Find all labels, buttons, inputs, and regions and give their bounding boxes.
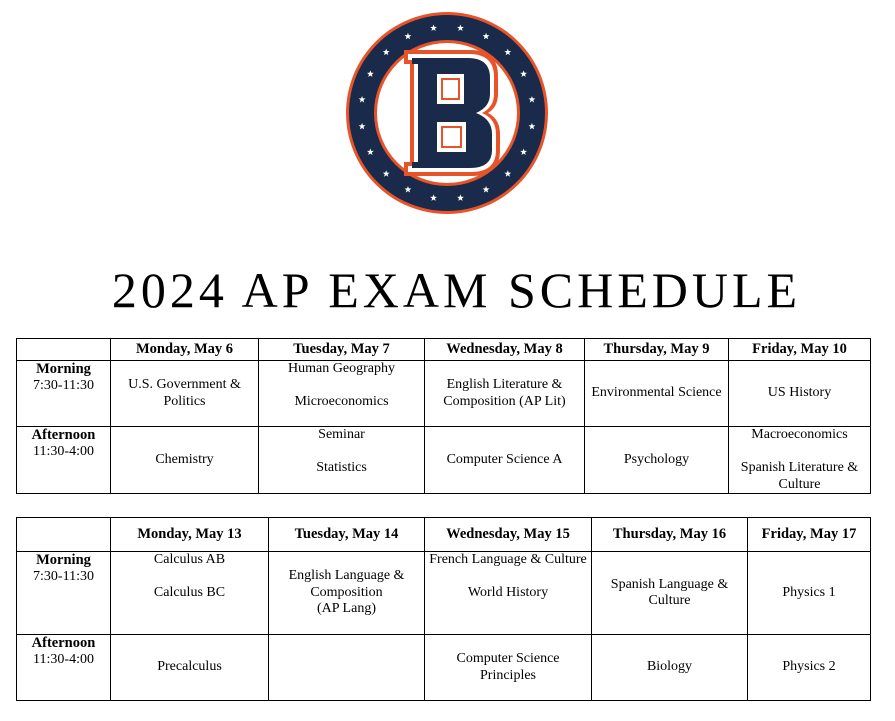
day-header: Monday, May 6 <box>111 339 259 361</box>
exam-name: Seminar <box>318 427 365 442</box>
exam-cell: Computer Science A <box>425 427 585 494</box>
exam-cell <box>259 361 425 427</box>
exam-cell: English Literature & Composition (AP Lit) <box>425 361 585 427</box>
day-header: Friday, May 17 <box>748 518 871 552</box>
exam-name: Calculus BC <box>153 585 226 600</box>
day-header: Wednesday, May 8 <box>425 339 585 361</box>
afternoon-row <box>17 427 871 494</box>
afternoon-row <box>17 635 871 701</box>
exam-cell <box>269 552 425 635</box>
day-header: Wednesday, May 15 <box>425 518 592 552</box>
exam-cell: Biology <box>592 635 748 701</box>
exam-cell: U.S. Government & Politics <box>111 361 259 427</box>
schedule-table-week1 <box>16 338 871 494</box>
morning-row <box>17 361 871 427</box>
exam-name: World History <box>467 585 549 600</box>
day-header: Thursday, May 9 <box>585 339 729 361</box>
slot-cell <box>17 635 111 701</box>
slot-time: 11:30-4:00 <box>33 443 94 459</box>
exam-cell: Chemistry <box>111 427 259 494</box>
slot-label: Afternoon <box>31 635 96 651</box>
exam-cell <box>111 552 269 635</box>
exam-name: Calculus AB <box>153 552 226 567</box>
exam-cell: Environmental Science <box>585 361 729 427</box>
day-header: Monday, May 13 <box>111 518 269 552</box>
exam-name: (AP Lang) <box>317 601 376 617</box>
day-header: Friday, May 10 <box>729 339 871 361</box>
slot-cell <box>17 427 111 494</box>
exam-name: Microeconomics <box>294 394 389 409</box>
exam-cell <box>729 427 871 494</box>
exam-cell <box>425 552 592 635</box>
slot-label: Morning <box>36 361 91 377</box>
slot-time: 7:30-11:30 <box>33 377 94 393</box>
exam-cell: Computer Science Principles <box>425 635 592 701</box>
schedule-table-week2 <box>16 517 871 701</box>
corner-cell <box>17 339 111 361</box>
exam-cell <box>259 427 425 494</box>
day-header: Tuesday, May 7 <box>259 339 425 361</box>
exam-cell <box>269 635 425 701</box>
exam-cell: US History <box>729 361 871 427</box>
school-logo <box>342 10 552 216</box>
slot-label: Morning <box>36 552 91 568</box>
exam-name: Macroeconomics <box>751 427 848 442</box>
slot-label: Afternoon <box>31 427 96 443</box>
slot-cell <box>17 361 111 427</box>
exam-cell: Psychology <box>585 427 729 494</box>
page-title: 2024 AP EXAM SCHEDULE <box>111 262 802 318</box>
day-header: Tuesday, May 14 <box>269 518 425 552</box>
exam-name: Human Geography <box>288 361 395 376</box>
exam-name: Spanish Literature & Culture <box>740 460 859 492</box>
slot-time: 7:30-11:30 <box>33 568 94 584</box>
exam-name: French Language & Culture <box>429 552 587 567</box>
header-row <box>17 339 871 361</box>
header-row <box>17 518 871 552</box>
day-header: Thursday, May 16 <box>592 518 748 552</box>
corner-cell <box>17 518 111 552</box>
exam-cell: Physics 1 <box>748 552 871 635</box>
exam-cell: Precalculus <box>111 635 269 701</box>
exam-cell: Spanish Language & Culture <box>592 552 748 635</box>
morning-row <box>17 552 871 635</box>
slot-cell <box>17 552 111 635</box>
exam-name: Statistics <box>316 460 367 475</box>
slot-time: 11:30-4:00 <box>33 651 94 667</box>
exam-cell: Physics 2 <box>748 635 871 701</box>
exam-name: English Language & Composition <box>288 568 405 600</box>
